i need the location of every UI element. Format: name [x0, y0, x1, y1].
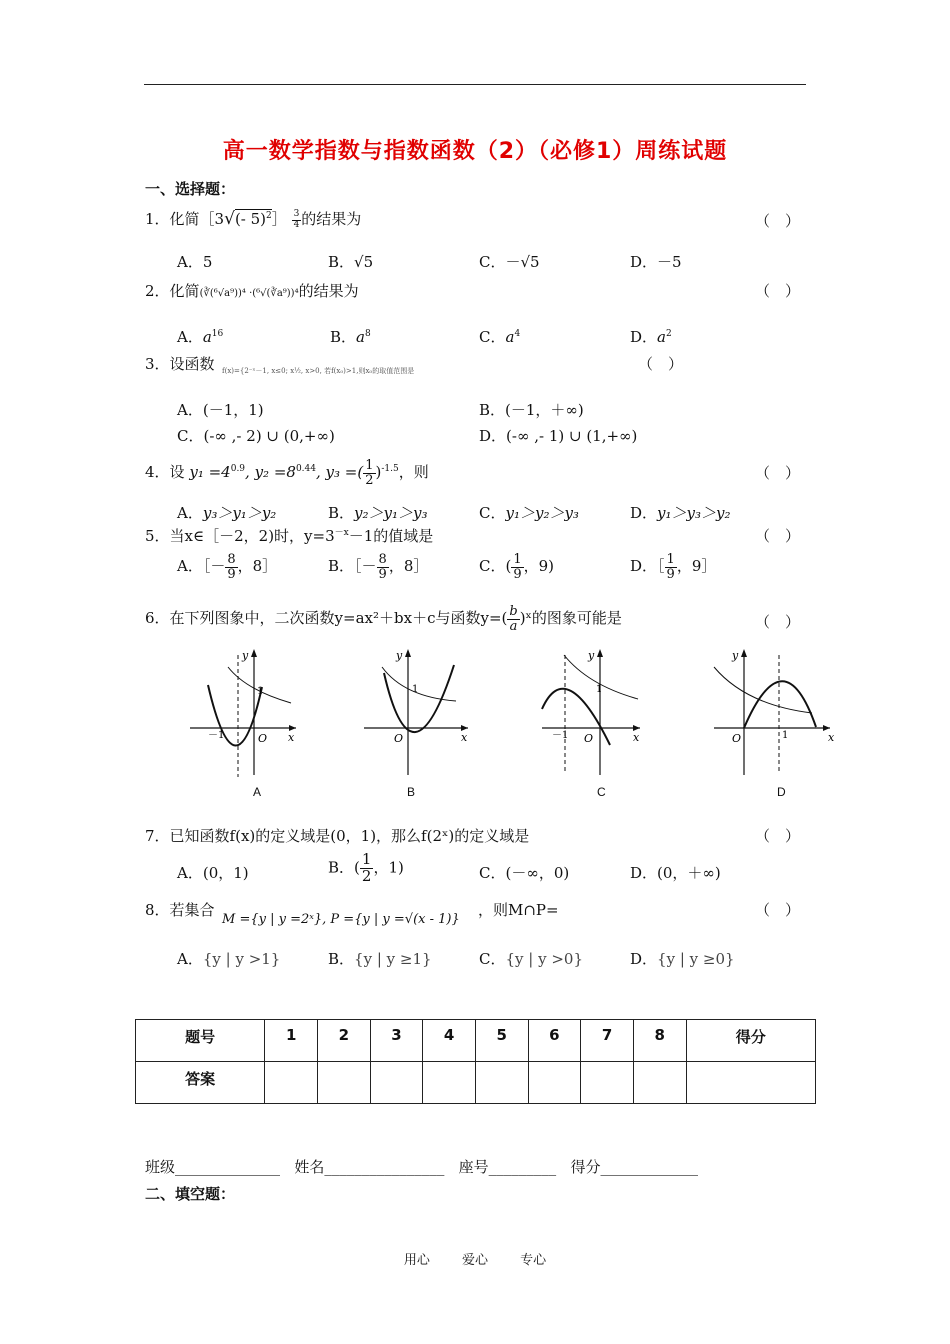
- graph-b: [362, 645, 474, 780]
- graph-d-label: D: [777, 785, 786, 799]
- answer-cell[interactable]: [475, 1062, 528, 1104]
- header-rule: [144, 84, 806, 85]
- q8-option-d[interactable]: D．{y | y ≥0}: [630, 950, 735, 968]
- answer-table-answer-row: [136, 1062, 816, 1104]
- answer-paren-2[interactable]: （ ）: [755, 282, 801, 300]
- question-4: 4．设 $y_1 =4^{0.9}$, $y_2 =8^{0.44}$, y₃ =( $\frac{1}{2}$ )$^{-1.5}$，则: [145, 458, 429, 488]
- section-fill-heading: 二、填空题：: [145, 1185, 236, 1203]
- q1-option-b[interactable]: B．√5: [328, 253, 374, 271]
- answer-cell[interactable]: [581, 1062, 634, 1104]
- question-3: 3．设函数: [145, 355, 215, 373]
- table-header-cell: 2: [318, 1020, 371, 1062]
- answer-cell[interactable]: [528, 1062, 581, 1104]
- answer-cell[interactable]: [318, 1062, 371, 1104]
- answer-paren-7[interactable]: （ ）: [755, 827, 801, 845]
- q2-option-d[interactable]: D．$a^2$: [630, 328, 672, 346]
- table-header-cell: 6: [528, 1020, 581, 1062]
- q3-piecewise-function: f(x)={2⁻ˣ－1, x≤0; x½, x>0, 若f(x₀)>1,则x₀的取值范围是: [222, 367, 415, 375]
- q8-option-c[interactable]: C．{y | y >0}: [479, 950, 583, 968]
- field-seat[interactable]: 座号_________: [458, 1158, 557, 1176]
- graph-a-label: A: [253, 785, 262, 799]
- q2-option-b[interactable]: B．$a^8$: [330, 328, 371, 346]
- footer-text: 专心: [520, 1253, 547, 1268]
- graph-c-x-label: x: [633, 731, 640, 744]
- graph-b-y-label: y: [396, 649, 403, 662]
- answer-paren-4[interactable]: （ ）: [755, 464, 801, 482]
- graph-d-one: 1: [782, 730, 789, 741]
- answer-cell[interactable]: [633, 1062, 686, 1104]
- table-header-cell: 1: [265, 1020, 318, 1062]
- graph-c-origin: O: [584, 732, 594, 745]
- q4-option-d[interactable]: D．y₁＞y₃＞y₂: [630, 504, 731, 522]
- q7-option-a[interactable]: A．(0，1): [177, 864, 249, 882]
- page-title: 高一数学指数与指数函数（2）（必修1）周练试题: [222, 139, 728, 164]
- q5-option-d[interactable]: D．［ $\frac{1}{9}$ ，9］: [630, 552, 717, 582]
- q3-option-d[interactable]: D．(-∞ ,- 1) ∪ (1,+∞): [479, 427, 638, 445]
- q3-option-b[interactable]: B．(－1，＋∞): [479, 401, 584, 419]
- question-6: 6．在下列图象中，二次函数y=ax²＋bx＋c与函数y=( $\frac{b}{a}$ )ˣ的图象可能是: [145, 604, 622, 634]
- q2-option-a[interactable]: A．$a^{16}$: [177, 328, 224, 346]
- table-header-cell: 4: [423, 1020, 476, 1062]
- graph-c: [538, 645, 648, 780]
- table-header-cell: 3: [370, 1020, 423, 1062]
- q7-option-c[interactable]: C．(－∞，0): [479, 864, 570, 882]
- question-5: 5．当x∈［－2，2)时，$y=3^{-x}-1$的值域是: [145, 527, 434, 545]
- field-name[interactable]: 姓名________________: [294, 1158, 445, 1176]
- graph-a-x-label: x: [288, 731, 295, 744]
- graph-b-x-label: x: [461, 731, 468, 744]
- graph-c-one: 1: [596, 684, 603, 695]
- graph-d-y-label: y: [732, 649, 739, 662]
- q2-option-c[interactable]: C．$a^4$: [479, 328, 521, 346]
- table-header-cell: 得分: [686, 1020, 816, 1062]
- table-header-cell: 5: [475, 1020, 528, 1062]
- graph-d-origin: O: [732, 732, 742, 745]
- table-header-cell: 题号: [136, 1020, 265, 1062]
- q1-option-d[interactable]: D．－5: [630, 253, 682, 271]
- graph-d-x-label: x: [828, 731, 835, 744]
- answer-table-header-row: [136, 1020, 816, 1062]
- graph-b-label: B: [407, 785, 416, 799]
- q8-suffix: ，则M∩P=: [478, 901, 559, 919]
- q1-option-c[interactable]: C．－√5: [479, 253, 540, 271]
- graph-c-label: C: [597, 785, 606, 799]
- answer-paren-6[interactable]: （ ）: [755, 613, 801, 631]
- q7-option-d[interactable]: D．(0，＋∞): [630, 864, 721, 882]
- graph-a-neg-one: －1: [208, 730, 225, 741]
- footer-text: 用心: [403, 1253, 430, 1268]
- footer-text: 爱心: [461, 1253, 488, 1268]
- question-8: 8．若集合: [145, 901, 215, 919]
- q8-option-b[interactable]: B．{y | y ≥1}: [328, 950, 432, 968]
- answer-paren-8[interactable]: （ ）: [755, 901, 801, 919]
- page-footer: [0, 1249, 950, 1268]
- graph-a-y-label: y: [242, 649, 249, 662]
- student-info-line: [145, 1156, 698, 1177]
- answer-table: [135, 1019, 816, 1104]
- q5-option-a[interactable]: A．［－ $\frac{8}{9}$ ，8］: [177, 552, 278, 582]
- q8-set-expression: M ={y | y =2ˣ}, P ={y | y =√(x - 1)}: [222, 912, 460, 927]
- q7-option-b[interactable]: B．( $\frac{1}{2}$ ，1): [328, 850, 404, 885]
- score-cell[interactable]: [686, 1062, 816, 1104]
- answer-paren-1[interactable]: （ ）: [755, 212, 801, 230]
- question-1: 1．化简［3√(- 5)$^2$］ $\frac{3}{4}$ 的结果为: [145, 209, 362, 230]
- answer-cell[interactable]: [423, 1062, 476, 1104]
- answer-cell[interactable]: [265, 1062, 318, 1104]
- graph-a-origin: O: [258, 732, 268, 745]
- graph-a: [186, 645, 306, 780]
- question-7: 7．已知函数f(x)的定义域是(0，1)，那么f(2ˣ)的定义域是: [145, 827, 530, 845]
- answer-paren-3[interactable]: （ ）: [638, 355, 684, 373]
- graph-c-y-label: y: [588, 649, 595, 662]
- q5-option-c[interactable]: C．( $\frac{1}{9}$ ，9): [479, 552, 555, 582]
- section-choice-heading: 一、选择题：: [145, 180, 236, 198]
- answer-paren-5[interactable]: （ ）: [755, 527, 801, 545]
- q3-option-a[interactable]: A．(－1，1): [177, 401, 264, 419]
- q4-option-c[interactable]: C．y₁＞y₂＞y₃: [479, 504, 579, 522]
- graph-a-one: 1: [257, 686, 264, 697]
- question-2: 2．化简(∛(⁶√a⁹))⁴ ·(⁶√(∛a⁹))⁴的结果为: [145, 282, 359, 300]
- graph-c-neg-one: －1: [552, 730, 569, 741]
- table-header-cell: 8: [633, 1020, 686, 1062]
- q3-option-c[interactable]: C．(-∞ ,- 2) ∪ (0,+∞): [177, 427, 335, 445]
- table-header-cell: 7: [581, 1020, 634, 1062]
- q4-option-b[interactable]: B．y₂＞y₁＞y₃: [328, 504, 428, 522]
- field-score[interactable]: 得分_____________: [570, 1158, 698, 1176]
- q8-option-a[interactable]: A．{y | y >1}: [177, 950, 281, 968]
- graph-d: [712, 645, 838, 780]
- q4-option-a[interactable]: A．y₃＞y₁＞y₂: [177, 504, 277, 522]
- q1-option-a[interactable]: A．5: [177, 253, 213, 271]
- q5-option-b[interactable]: B．［－ $\frac{8}{9}$ ，8］: [328, 552, 429, 582]
- answer-row-label: 答案: [136, 1062, 265, 1104]
- field-class[interactable]: 班级______________: [145, 1158, 281, 1176]
- graph-b-origin: O: [394, 732, 404, 745]
- answer-cell[interactable]: [370, 1062, 423, 1104]
- graph-b-one: 1: [412, 684, 419, 695]
